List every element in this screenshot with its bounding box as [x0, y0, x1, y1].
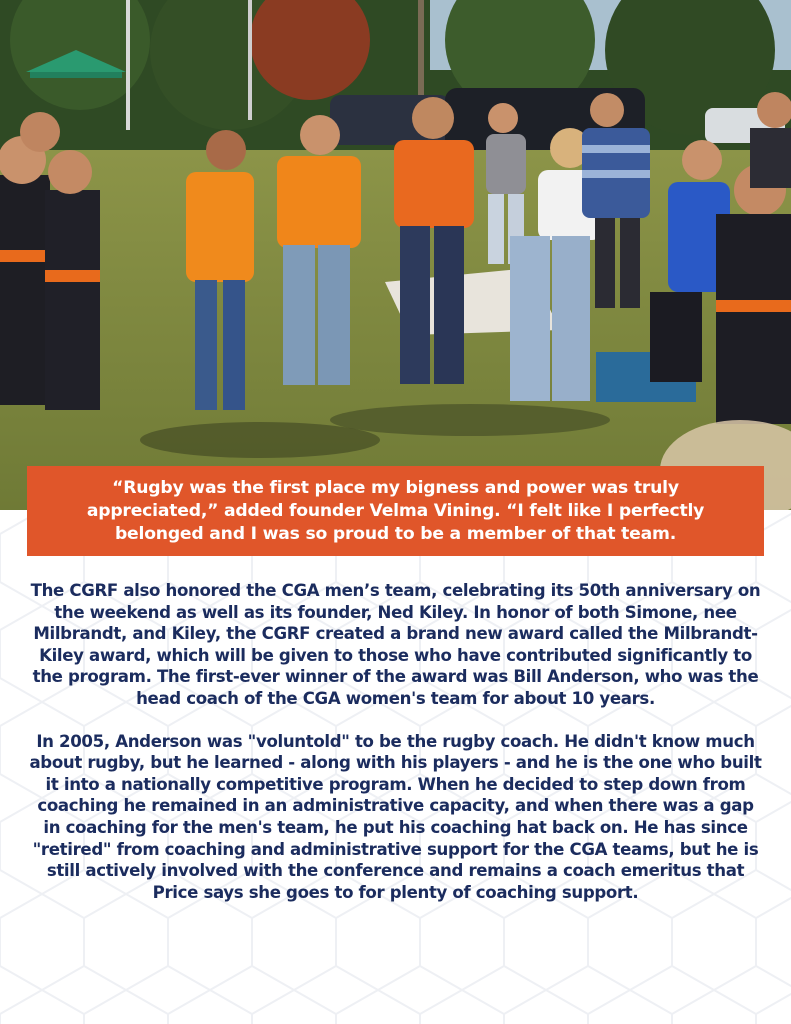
article-paragraph-2: In 2005, Anderson was "voluntold" to be the rugby coach. He didn't know much about rugby, but he learned - along with his players - and he is the one who built it into a nationally competitive program. When he decided to step down from coaching he remained in an administrative capacity, and when there was a gap in coaching for the men's team, he put his coaching hat back on. He has since "retired" from coaching and administrative support for the CGA teams, but he is still actively involved with the conference and remains a coach emeritus that Price says she goes to for plenty of coaching support.: [29, 731, 762, 902]
article-paragraph-1: The CGRF also honored the CGA men’s team, celebrating its 50th anniversary on the weekend as well as its founder, Ned Kiley. In honor of both Simone, nee Milbrandt, and Kiley, the CGRF created a brand new award called the Milbrandt-Kiley award, which will be given to those who have contributed significantly to the program. The first-ever winner of the award was Bill Anderson, who was the head coach of the CGA women's team for about 10 years.: [30, 581, 761, 708]
rugby-team-photo: [0, 0, 791, 510]
pull-quote-banner: [27, 466, 764, 556]
pull-quote-text: “Rugby was the first place my bigness and power was truly appreciated,” added founder Velma Vining. “I felt like I perfectly belonged and I was so proud to be a member of that team.: [86, 477, 705, 544]
article-body: [28, 580, 763, 924]
